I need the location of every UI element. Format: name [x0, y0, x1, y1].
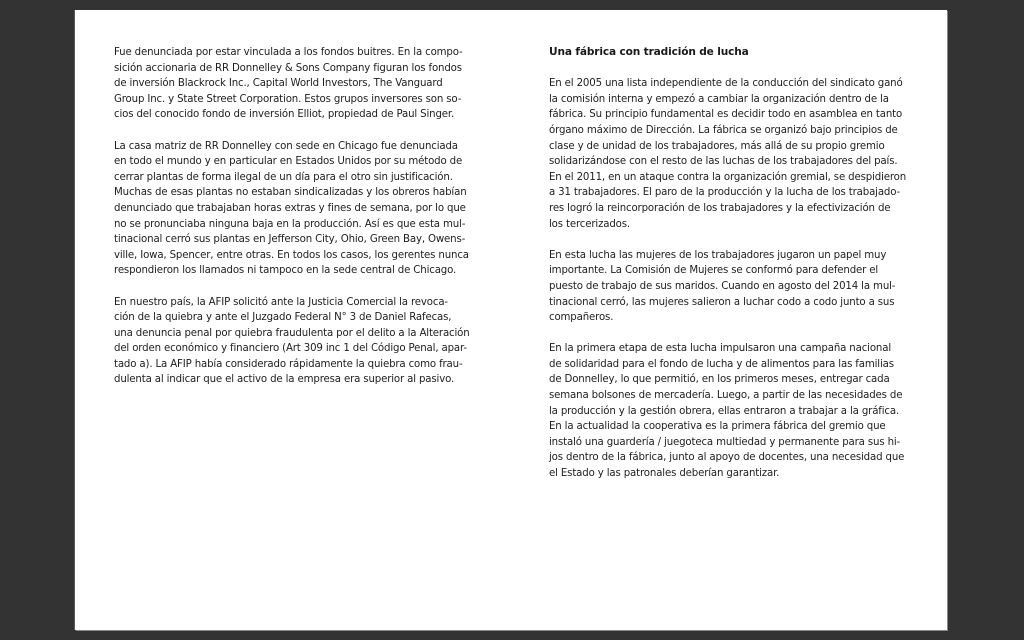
paragraph: En esta lucha las mujeres de los trabajadores jugaron un papel muy importante. La Comisión de Mujeres se conformó para defender el puesto de trabajo de sus maridos. Cuando en agosto del 2014 la mul- tinacional cerró, las mujeres salieron a luchar codo a codo junto a sus compañeros. [549, 249, 896, 324]
section-heading: Una fábrica con tradición de lucha [549, 46, 749, 58]
right-column [549, 45, 917, 497]
paragraph: En nuestro país, la AFIP solicitó ante la Justicia Comercial la revoca- ción de la quiebra y ante el Juzgado Federal N° 3 de Daniel Rafecas, una denuncia penal por quiebra fraudulenta por el delito a la Alteración del orden económico y financiero (Art 309 inc 1 del Código Penal, apar- tado a). La AFIP había considerado rápidamente la quiebra como frau- dulenta al indicar que el activo de la empresa era superior al pasivo. [114, 296, 470, 386]
paragraph: Fue denunciada por estar vinculada a los fondos buitres. En la compo- sición accionaria de RR Donnelley & Sons Company figuran los fondos de inversión Blackrock Inc., Capital World Investors, The Vanguard Group Inc. y State Street Corporation. Estos grupos inversores son so- cios del conocido fondo de inversión Elliot, propiedad de Paul Singer. [114, 47, 463, 121]
left-column [114, 45, 479, 404]
paragraph: En la primera etapa de esta lucha impulsaron una campaña nacional de solidaridad para el fondo de lucha y de alimentos para las familias de Donnelley, lo que permitió, en los primeros meses, entregar cada semana bolsones de mercadería. Luego, a partir de las necesidades de la producción y la gestión obrera, ellas entraron a trabajar a la gráfica. En la actualidad la cooperativa es la primera fábrica del gremio que instaló una guardería / juegoteca multiedad y permanente para sus hi- jos dentro de la fábrica, junto al apoyo de docentes, una necesidad que el Estado y las patronales deberían garantizar. [549, 343, 905, 480]
document-page [75, 10, 947, 630]
paragraph: En el 2005 una lista independiente de la conducción del sindicato ganó la comisión interna y empezó a cambiar la organización dentro de la fábrica. Su principio fundamental es decidir todo en asamblea en tanto órgano máximo de Dirección. La fábrica se organizó bajo principios de clase y de unidad de los trabajadores, más allá de su propio gremio solidarizándose con el resto de las luchas de los trabajadores del país. En el 2011, en un ataque contra la organización gremial, se despidieron a 31 trabajadores. El paro de la producción y la lucha de los trabajado- res logró la reincorporación de los trabajadores y la efectivización de los tercerizados. [549, 78, 907, 230]
paragraph: La casa matriz de RR Donnelley con sede en Chicago fue denunciada en todo el mundo y en particular en Estados Unidos por su método de cerrar plantas de forma ilegal de un día para el otro sin justificación. Muchas de esas plantas no estaban sindicalizadas y los obreros habían denunciado que trabajaban horas extras y fines de semana, por lo que no se pronunciaba ninguna baja en la producción. Así es que esta mul- tinacional cerró sus plantas en Jefferson City, Ohio, Green Bay, Owens- ville, Iowa, Spencer, entre otras. En todos los casos, los gerentes nunca respondieron los llamados ni tampoco en la sede central de Chicago. [114, 140, 469, 277]
